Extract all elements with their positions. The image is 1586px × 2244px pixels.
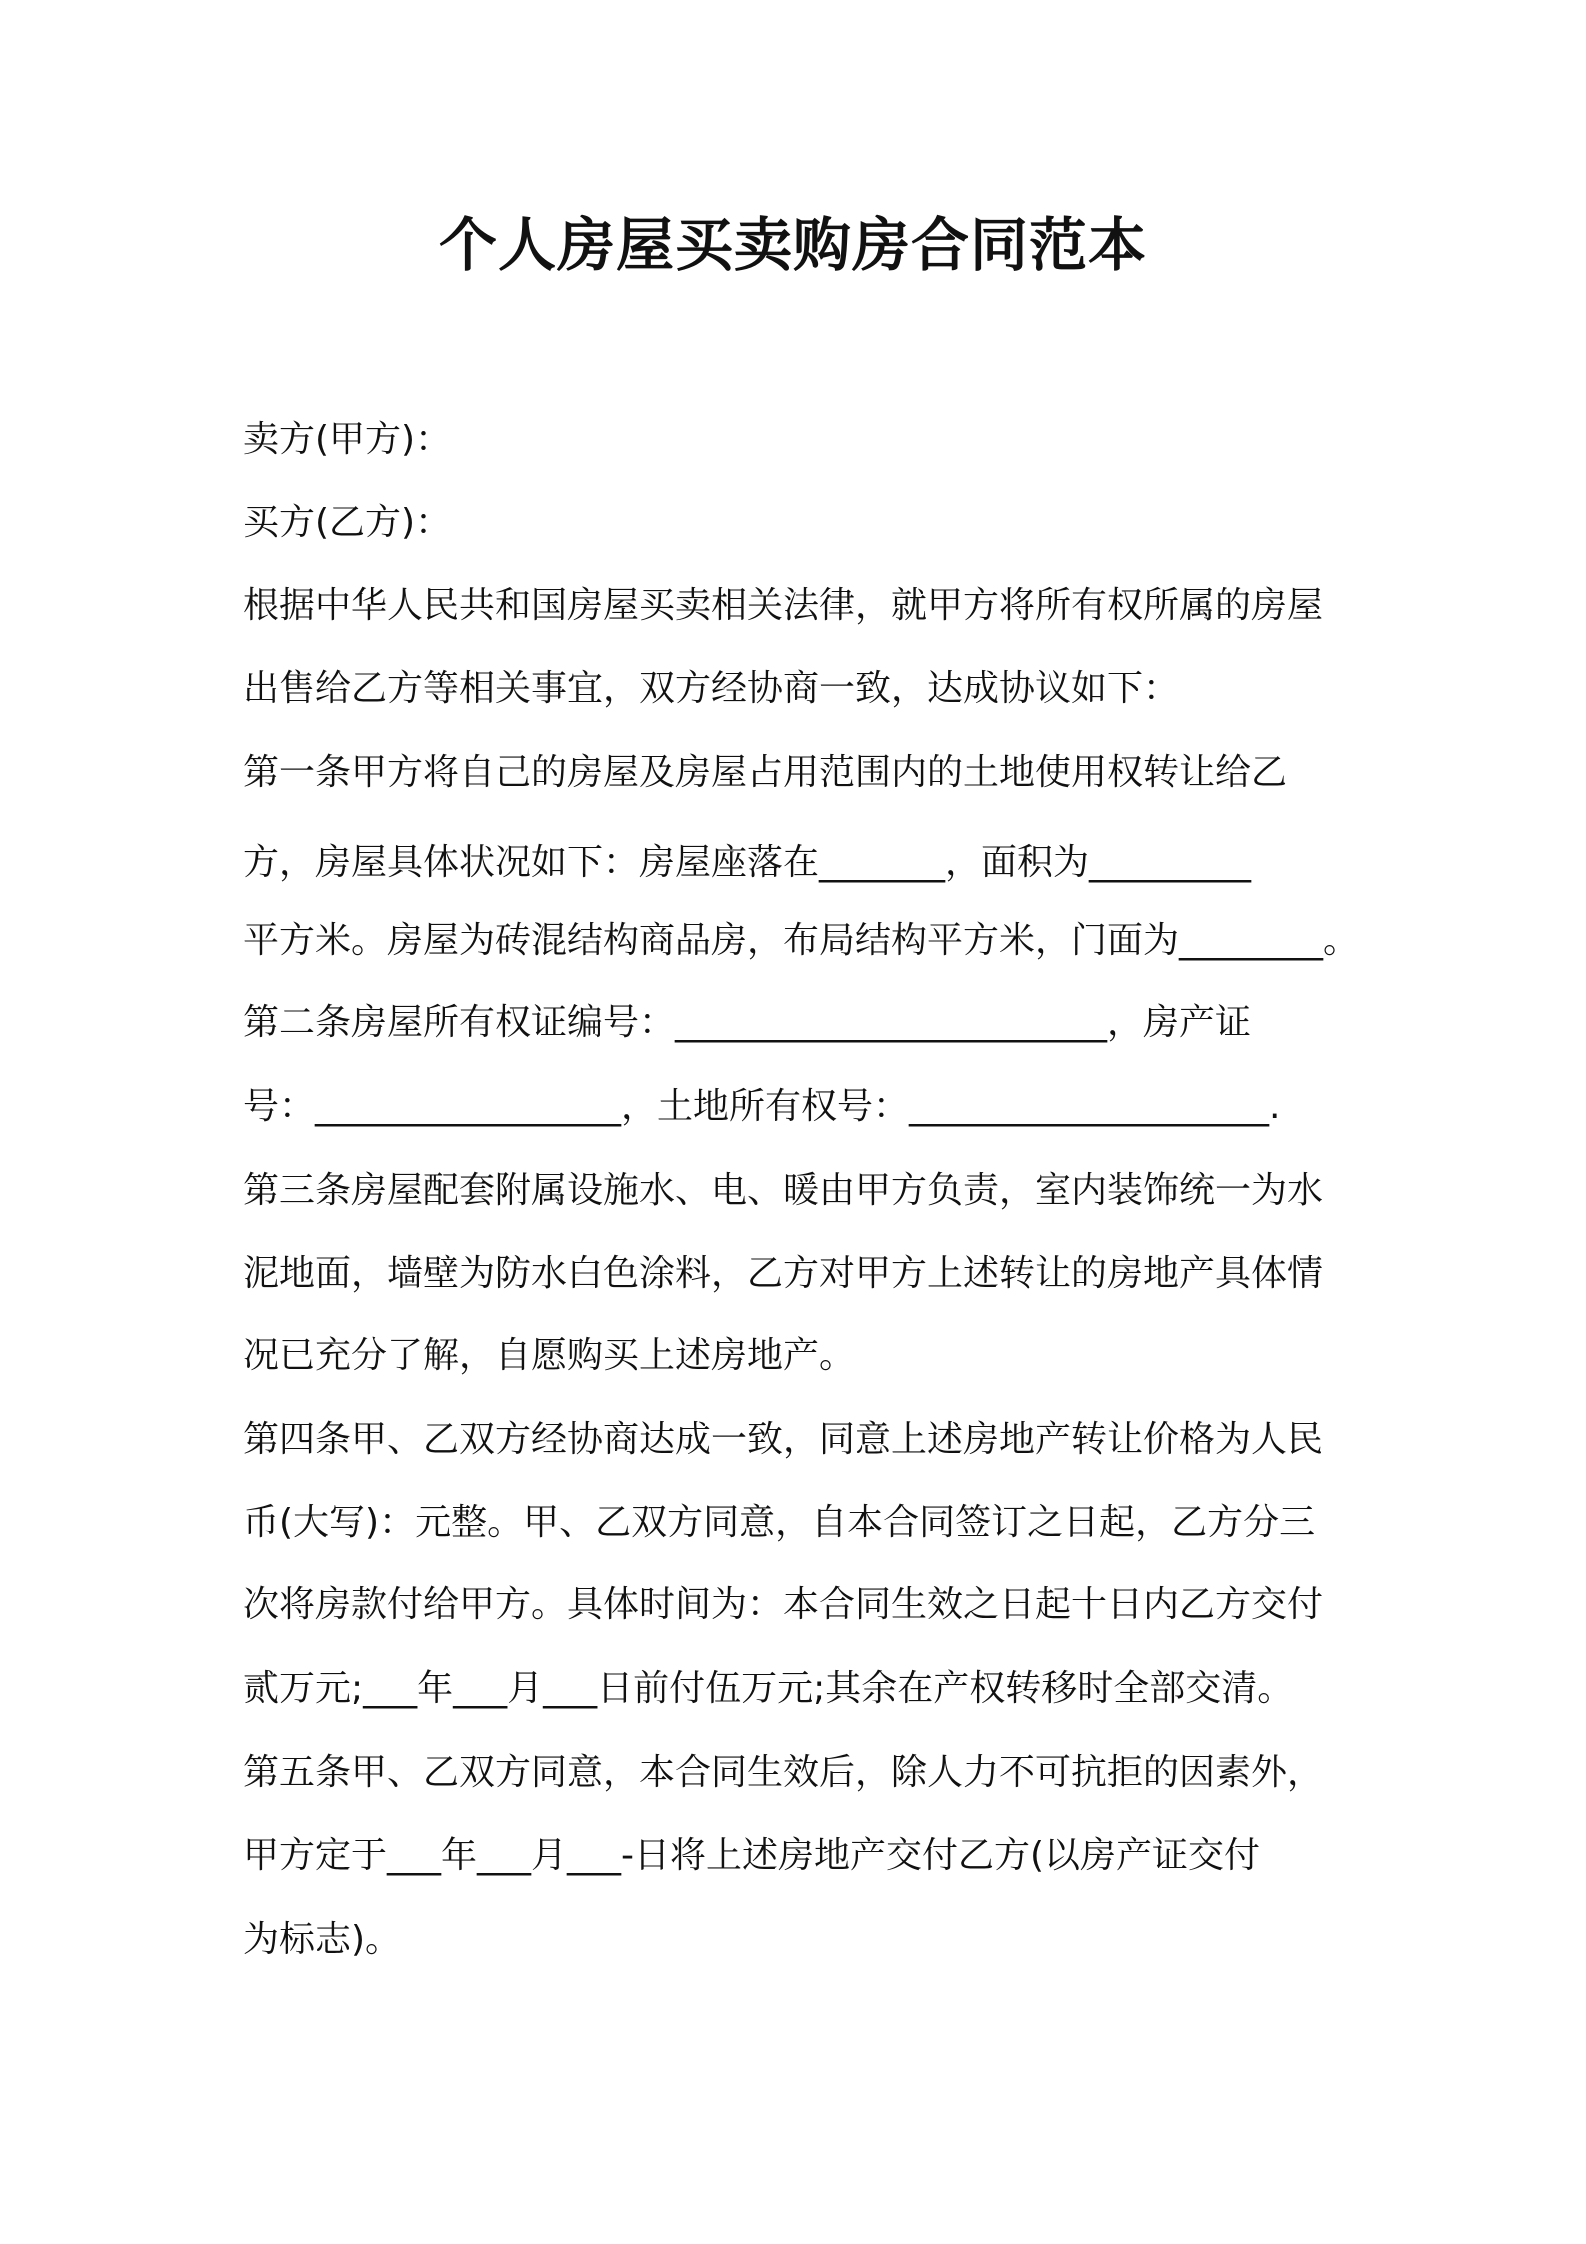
preamble-line-2: 出售给乙方等相关事宜，双方经协商一致，达成协议如下： [243, 668, 1180, 709]
clause-4-line-4: 贰万元;___年___月___日前付伍万元;其余在产权转移时全部交清。 [243, 1668, 1294, 1709]
clause-4-line-2: 币(大写)：元整。甲、乙双方同意，自本合同签订之日起，乙方分三 [243, 1502, 1316, 1543]
preamble-line-1: 根据中华人民共和国房屋买卖相关法律，就甲方将所有权所属的房屋 [243, 585, 1324, 626]
clause-1-line-1: 第一条甲方将自己的房屋及房屋占用范围内的土地使用权转让给乙 [243, 752, 1288, 793]
clause-5-line-3: 为标志)。 [243, 1919, 402, 1960]
clause-3-line-3: 况已充分了解，自愿购买上述房地产。 [243, 1335, 856, 1376]
clause-1-line-3: 平方米。房屋为砖混结构商品房，布局结构平方米，门面为________。 [243, 920, 1360, 961]
buyer-line: 买方(乙方)： [243, 502, 452, 543]
clause-3-line-1: 第三条房屋配套附属设施水、电、暖由甲方负责，室内装饰统一为水 [243, 1170, 1324, 1211]
clause-4-line-1: 第四条甲、乙双方经协商达成一致，同意上述房地产转让价格为人民 [243, 1419, 1324, 1460]
document-title: 个人房屋买卖购房合同范本 [438, 211, 1147, 279]
clause-2-line-1: 第二条房屋所有权证编号：________________________，房产证 [243, 1002, 1252, 1043]
seller-line: 卖方(甲方)： [243, 419, 452, 460]
clause-4-line-3: 次将房款付给甲方。具体时间为：本合同生效之日起十日内乙方交付 [243, 1584, 1324, 1625]
clause-5-line-2: 甲方定于___年___月___-日将上述房地产交付乙方(以房产证交付 [243, 1835, 1261, 1876]
clause-5-line-1: 第五条甲、乙双方同意，本合同生效后，除人力不可抗拒的因素外， [243, 1752, 1324, 1793]
clause-3-line-2: 泥地面，墙壁为防水白色涂料，乙方对甲方上述转让的房地产具体情 [243, 1253, 1324, 1294]
clause-2-line-2: 号：_________________，土地所有权号：____________________. [243, 1086, 1281, 1127]
clause-1-line-2: 方，房屋具体状况如下：房屋座落在_______，面积为_________ [243, 842, 1252, 883]
